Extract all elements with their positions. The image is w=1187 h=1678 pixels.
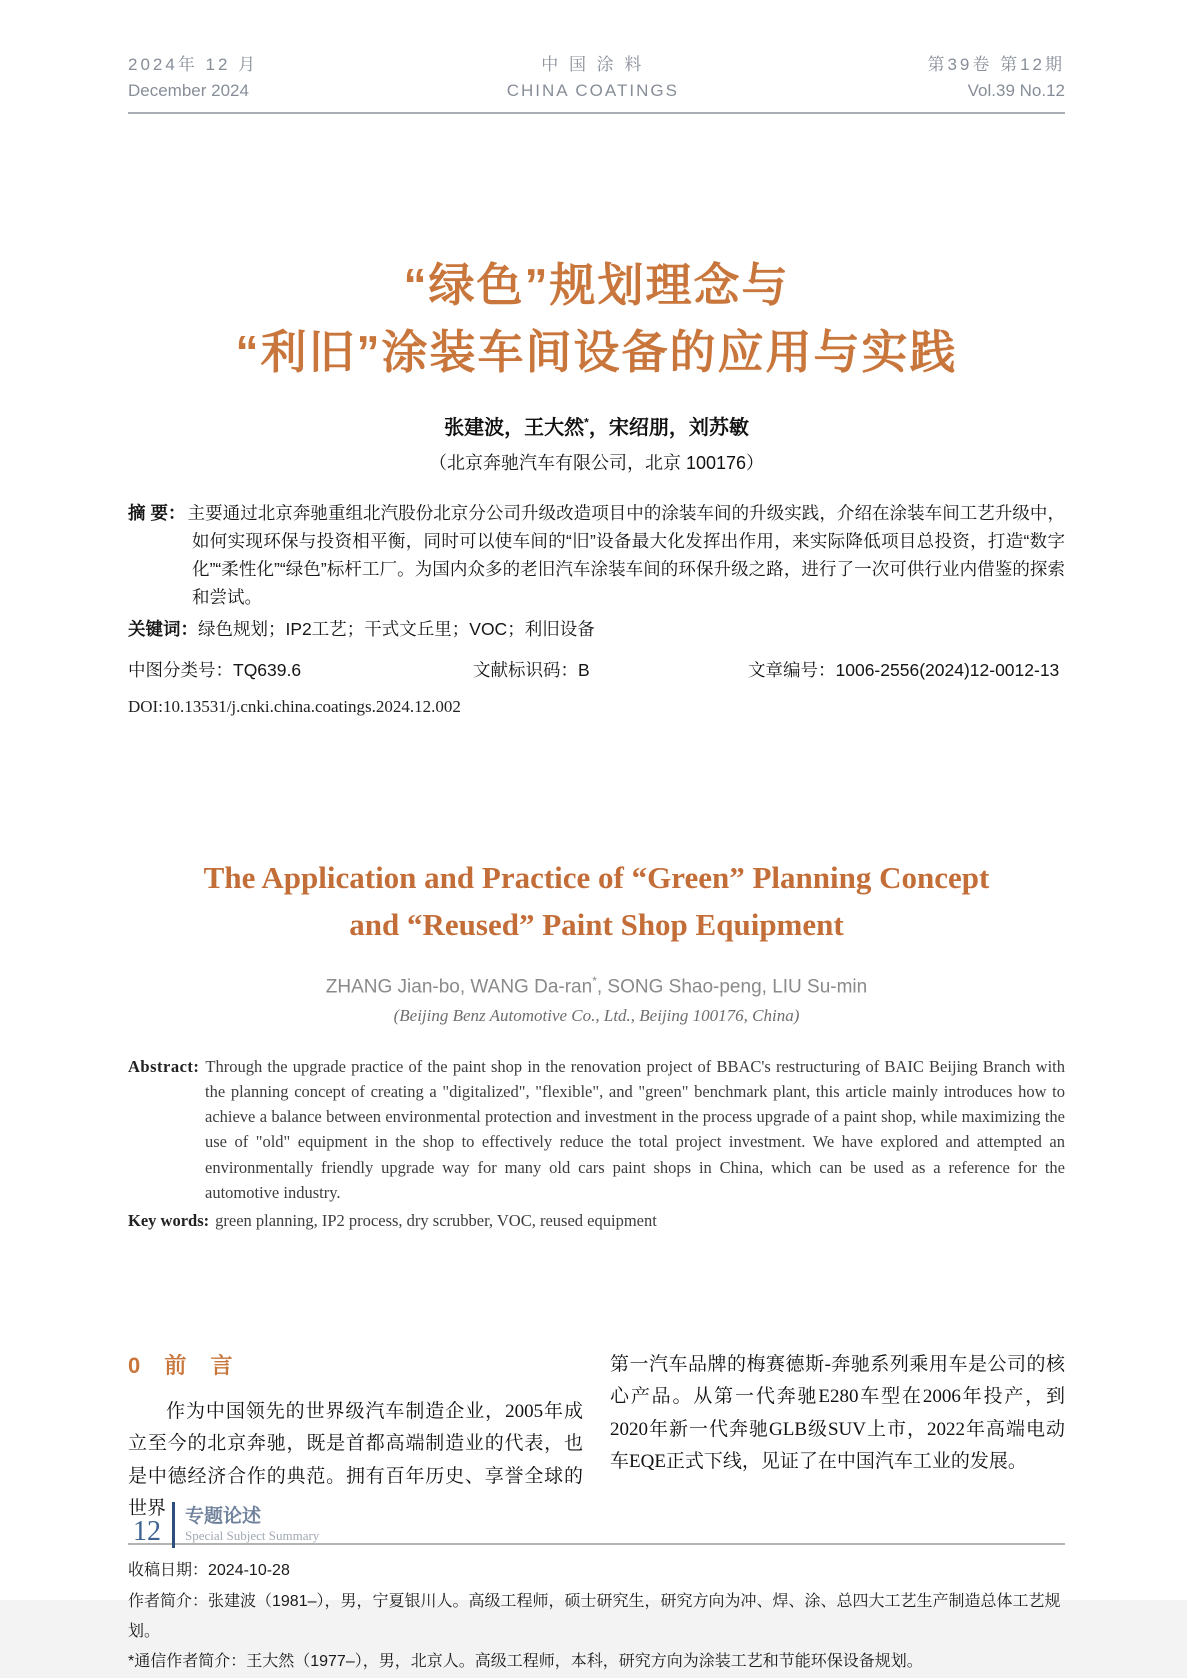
journal-date-cn: 2024年 12 月 <box>128 55 259 74</box>
intro-column-right <box>610 1349 1065 1525</box>
keywords-cn-text: 绿色规划；IP2工艺；干式文丘里；VOC；利旧设备 <box>198 619 595 640</box>
journal-issue-cn: 第39卷 第12期 <box>927 55 1065 74</box>
section-heading: 0 前 言 <box>128 1353 242 1379</box>
keywords-en <box>128 1211 1065 1231</box>
keywords-en-text: green planning, IP2 process, dry scrubber, VOC, reused equipment <box>215 1211 657 1231</box>
keywords-cn <box>128 616 1065 641</box>
journal-date-en: December 2024 <box>128 80 249 100</box>
authors-en: ZHANG Jian-bo, WANG Da-ran*, SONG Shao-peng, LIU Su-min <box>325 974 868 998</box>
affiliation-cn: （北京奔驰汽车有限公司，北京 100176） <box>428 453 765 474</box>
article-title-en <box>128 855 1065 948</box>
journal-header <box>128 52 1065 114</box>
article-meta-row <box>128 657 1065 682</box>
intro-paragraph-right: 第一汽车品牌的梅赛德斯-奔驰系列乘用车是公司的核心产品。从第一代奔驰E280车型在2006年投产，到2020年新一代奔驰GLB级SUV上市，2022年高端电动车EQE正式下线，见证了在中国汽车工业的发展。 <box>610 1354 1065 1472</box>
footnotes <box>128 1556 1065 1678</box>
journal-name-en: CHINA COATINGS <box>506 80 679 100</box>
footer-divider <box>172 1502 175 1548</box>
article-title-cn-line1: “绿色”规划理念与 <box>403 259 790 311</box>
author-bio: 作者简介：张建波（1981–），男，宁夏银川人。高级工程师，硕士研究生，研究方向为冲、焊、涂、总四大工艺生产制造总体工艺规划。 <box>128 1592 1061 1641</box>
intro-paragraph-left: 作为中国领先的世界级汽车制造企业，2005年成立至今的北京奔驰，既是首都高端制造业的代表，也是中德经济合作的典范。拥有百年历史、享誉全球的世界 <box>128 1401 583 1519</box>
journal-name-cn: 中 国 涂 料 <box>541 55 645 74</box>
footer-section-en: Special Subject Summary <box>185 1528 320 1544</box>
journal-issue-en: Vol.39 No.12 <box>967 80 1065 100</box>
article-title-en-line2: and “Reused” Paint Shop Equipment <box>349 906 844 942</box>
abstract-en-label: Abstract: <box>128 1056 200 1076</box>
document-code: 文献标识码：B <box>473 660 590 681</box>
abstract-cn <box>128 499 1065 611</box>
intro-section <box>128 1349 1065 1525</box>
abstract-en <box>128 1054 1065 1205</box>
footer-section <box>185 1506 319 1545</box>
doi: DOI:10.13531/j.cnki.china.coatings.2024.12.002 <box>128 697 461 717</box>
abstract-en-text: Through the upgrade practice of the paint shop in the renovation project of BBAC's restructuring of BAIC Beijing Branch with the planning concept of creating a "digitalized", "flexible", and "green" benchmark plant, this article mainly introduces how to achieve a balance between environmental protection and investment in the process upgrade of a paint shop, while maximizing the use of "old" equipment in the shop to effectively reduce the total project investment. We have explored and attempted an environmentally friendly upgrade way for many old cars paint shops in China, which can be used as a reference for the automotive industry. <box>205 1056 1065 1202</box>
clc-number: 中图分类号：TQ639.6 <box>128 660 302 681</box>
keywords-en-label: Key words: <box>128 1211 210 1231</box>
journal-issue <box>927 52 1065 103</box>
intro-column-left <box>128 1349 583 1525</box>
received-date: 收稿日期：2024-10-28 <box>128 1562 290 1580</box>
keywords-cn-label: 关键词： <box>128 619 198 640</box>
corresponding-author-bio: *通信作者简介：王大然（1977–），男，北京人。高级工程师，本科，研究方向为涂装工艺和节能环保设备规划。 <box>128 1653 923 1671</box>
corresponding-author-mark: * <box>584 415 589 430</box>
authors-cn: 张建波，王大然*，宋绍朋，刘苏敏 <box>444 415 749 440</box>
journal-name <box>507 52 679 103</box>
article-title-en-line1: The Application and Practice of “Green” Planning Concept <box>203 860 990 896</box>
article-number: 文章编号：1006-2556(2024)12-0012-13 <box>748 660 1060 681</box>
article-title-cn-line2: “利旧”涂装车间设备的应用与实践 <box>235 325 958 378</box>
abstract-cn-text: 主要通过北京奔驰重组北汽股份北京分公司升级改造项目中的涂装车间的升级实践，介绍在涂装车间工艺升级中，如何实现环保与投资相平衡，同时可以使车间的“旧”设备最大化发挥出作用，来实际降低项目总投资，打造“数字化”“柔性化”“绿色”标杆工厂。为国内众多的老旧汽车涂装车间的环保升级之路，进行了一次可供行业内借鉴的探索和尝试。 <box>187 503 1065 608</box>
page-footer <box>133 1502 319 1548</box>
affiliation-en: (Beijing Benz Automotive Co., Ltd., Beijing 100176, China) <box>393 1005 800 1025</box>
abstract-cn-label: 摘 要： <box>128 503 186 524</box>
footer-section-cn: 专题论述 <box>185 1505 262 1527</box>
page-number: 12 <box>133 1516 161 1547</box>
journal-date <box>128 52 258 103</box>
corresponding-author-mark-en: * <box>592 974 597 989</box>
article-title-cn <box>128 252 1065 385</box>
